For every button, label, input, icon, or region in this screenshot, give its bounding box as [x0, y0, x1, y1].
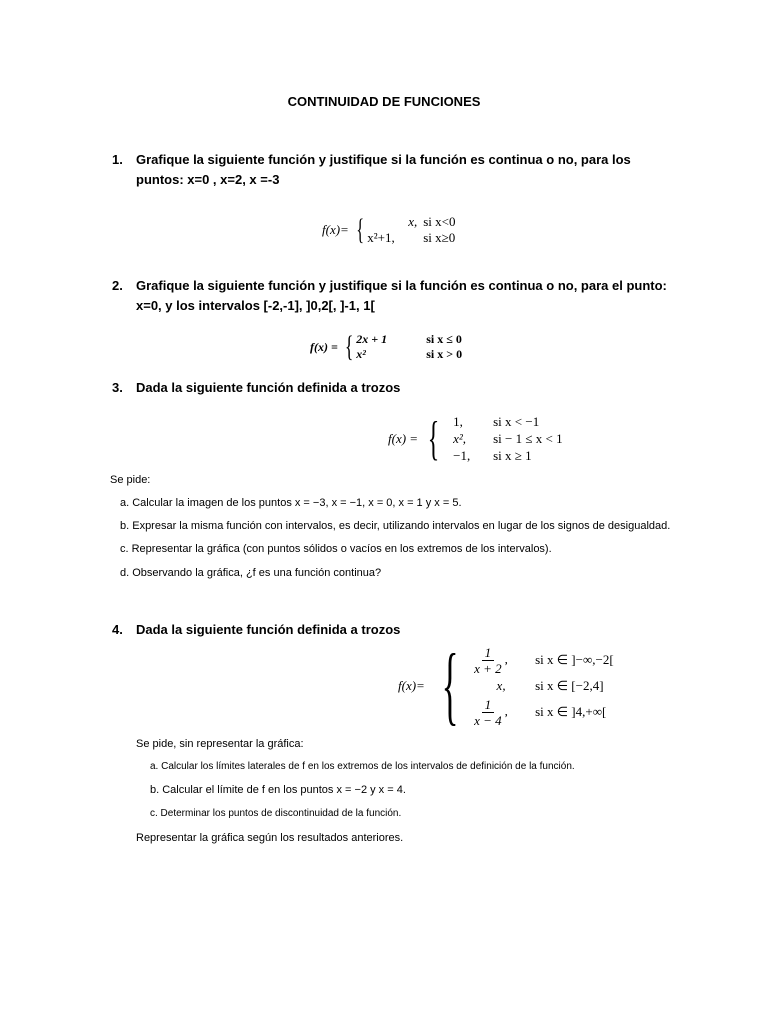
formula-3-case-3 — [445, 447, 562, 464]
formula-3-lhs: f(x) = — [388, 430, 419, 446]
formula-3-case-1-expr: 1, — [453, 414, 463, 429]
formula-4-case-2-expr: x, — [496, 678, 506, 693]
question-4-number: 4. — [112, 622, 123, 637]
formula-3 — [388, 413, 563, 464]
formula-4-case-1-fraction — [471, 645, 505, 676]
question-4-text: Dada la siguiente función definida a trozos — [136, 622, 401, 637]
formula-4-cases — [471, 645, 614, 727]
question-4-item-c: c. Determinar los puntos de discontinuidad de la función. — [150, 808, 402, 819]
question-3-item-b: b. Expresar la misma función con intervalos, es decir, utilizando intervalos en lugar de los signos de desigualdad. — [120, 520, 671, 532]
formula-4-lhs: f(x)= — [398, 678, 425, 693]
formula-4-case-2-cond: si x ∈ [−2,4] — [535, 678, 604, 693]
question-2-number: 2. — [112, 278, 123, 293]
formula-4-case-1-cond: si x ∈ ]−∞,−2[ — [535, 652, 614, 667]
formula-2-case-2-cond: si x > 0 — [426, 347, 463, 361]
question-1-text: Grafique la siguiente función y justifique si la función es continua o no, para los puntos: x=0 , x=2, x =-3 — [136, 152, 631, 187]
question-1-number: 1. — [112, 152, 123, 167]
formula-3-case-2-cond: si − 1 ≤ x < 1 — [493, 431, 563, 446]
formula-4 — [398, 637, 614, 734]
question-3-text: Dada la siguiente función definida a trozos — [136, 380, 401, 395]
formula-1-case-2-expr: x²+1, — [367, 230, 395, 245]
formula-4-case-1 — [471, 645, 614, 675]
formula-4-case-3-num: 1 — [482, 697, 495, 713]
formula-3-case-3-expr: −1, — [453, 448, 471, 463]
formula-2-cases — [356, 332, 462, 362]
question-3-number: 3. — [112, 380, 123, 395]
formula-1-lhs: f(x)= — [322, 222, 349, 237]
formula-3-case-1-cond: si x < −1 — [493, 414, 540, 429]
formula-2-brace: { — [344, 330, 354, 363]
page-title: CONTINUIDAD DE FUNCIONES — [287, 94, 481, 109]
question-4-item-a: a. Calcular los límites laterales de f en los extremos de los intervalos de definición de la función. — [150, 761, 575, 772]
formula-1-case-1-cond: si x<0 — [423, 214, 456, 229]
formula-1-case-1-expr: x, — [408, 214, 418, 229]
formula-3-case-2-expr: x², — [453, 431, 467, 446]
formula-2-case-1-cond: si x ≤ 0 — [426, 332, 462, 346]
formula-2-lhs: f(x) = — [310, 339, 338, 354]
formula-4-case-1-expr: $\frac{1}{x + 2}$ , — [471, 645, 531, 676]
formula-3-case-2 — [445, 430, 562, 447]
formula-4-case-3-cond: si x ∈ ]4,+∞[ — [535, 704, 607, 719]
formula-2-case-2-expr: x² — [356, 347, 366, 361]
formula-1-case-2 — [367, 230, 455, 246]
formula-4-brace: { — [441, 637, 459, 734]
question-3-item-a: a. Calcular la imagen de los puntos x = −3, x = −1, x = 0, x = 1 y x = 5. — [120, 497, 462, 509]
formula-4-case-1-den: x + 2 — [474, 660, 502, 676]
formula-3-brace: { — [427, 411, 440, 465]
formula-1 — [322, 214, 455, 246]
formula-4-case-3 — [471, 697, 614, 727]
formula-3-cases — [445, 413, 562, 464]
question-4-closing: Representar la gráfica según los resultados anteriores. — [136, 832, 404, 844]
question-3-item-c: c. Representar la gráfica (con puntos sólidos o vacíos en los extremos de los intervalos). — [120, 543, 552, 555]
formula-1-case-1 — [367, 214, 455, 230]
formula-2-case-1 — [356, 332, 462, 347]
formula-4-case-2 — [471, 675, 614, 697]
formula-4-case-3-expr: $\frac{1}{x - 4}$ , — [471, 697, 531, 728]
question-3-intro: Se pide: — [110, 474, 151, 486]
formula-4-case-3-fraction — [471, 697, 505, 728]
formula-4-case-1-num: 1 — [482, 645, 495, 661]
formula-4-case-3-den: x − 4 — [474, 712, 502, 728]
formula-1-cases — [367, 214, 455, 246]
question-4-item-b: b. Calcular el límite de f en los puntos x = −2 y x = 4. — [150, 784, 406, 796]
formula-3-case-3-cond: si x ≥ 1 — [493, 448, 532, 463]
formula-3-case-1 — [445, 413, 562, 430]
formula-1-case-2-cond: si x≥0 — [423, 230, 456, 245]
question-4-intro: Se pide, sin representar la gráfica: — [136, 738, 304, 750]
formula-2 — [310, 332, 462, 362]
question-3-item-d: d. Observando la gráfica, ¿f es una función continua? — [120, 567, 382, 579]
formula-1-brace: { — [356, 213, 364, 246]
question-2-text: Grafique la siguiente función y justifique si la función es continua o no, para el punto: x=0, y los intervalos [-2,-1], ]0,2[, ]-1, 1[ — [136, 278, 667, 313]
formula-2-case-2 — [356, 347, 462, 362]
formula-2-case-1-expr: 2x + 1 — [356, 332, 388, 346]
